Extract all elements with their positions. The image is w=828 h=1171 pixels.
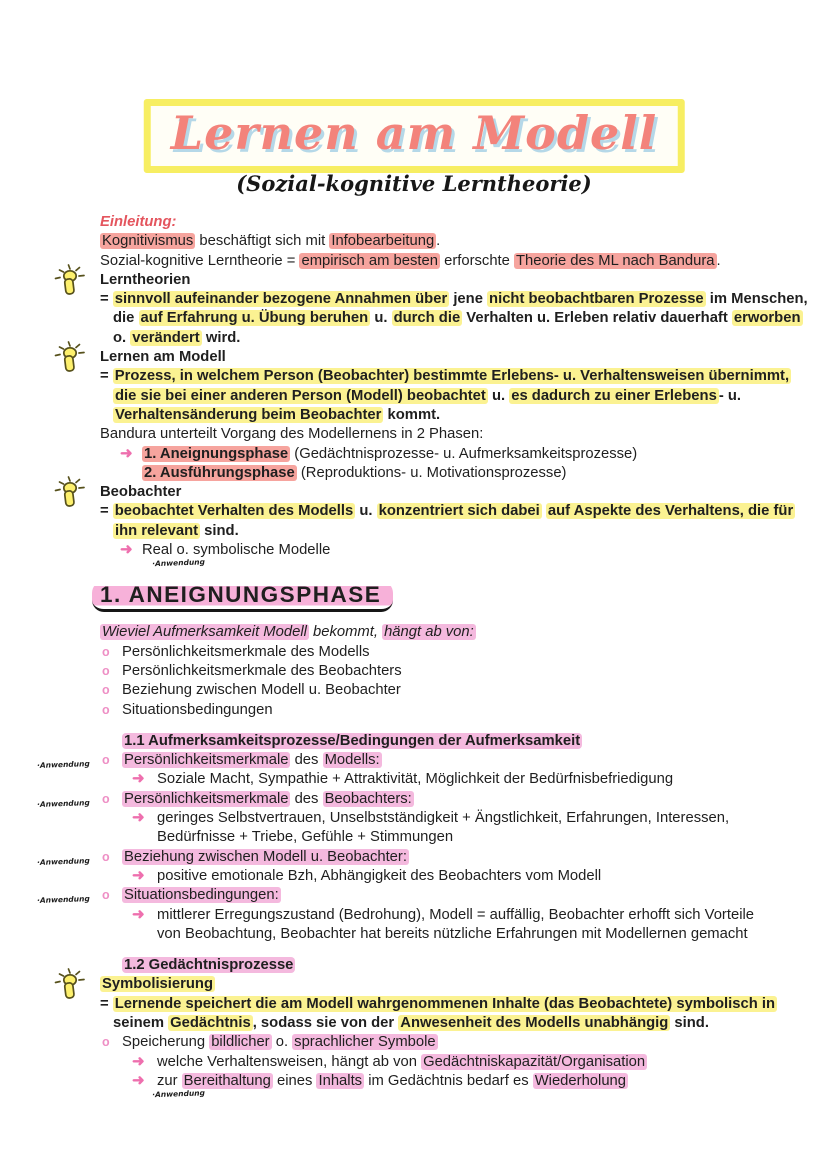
circle-bullet-icon: o bbox=[102, 702, 110, 717]
highlighted-text: beobachtet Verhalten des Modells bbox=[114, 503, 354, 520]
text-line bbox=[100, 662, 798, 681]
text-segment: jene bbox=[449, 291, 488, 308]
text-segment: von Beobachtung, Beobachter hat bereits nützliche Erfahrungen mit Modellernen gemacht bbox=[157, 925, 748, 942]
text-line bbox=[100, 925, 798, 944]
circle-bullet-icon: o bbox=[102, 888, 110, 903]
arrow-bullet-icon: ➜ bbox=[120, 541, 133, 559]
highlighted-text: Lernende speichert die am Modell wahrgenommenen Inhalte (das Beobachtete) symbolisch in bbox=[114, 995, 776, 1012]
highlighted-text: bildlicher bbox=[211, 1034, 270, 1051]
text-line bbox=[100, 232, 798, 251]
text-segment: (Reproduktions- u. Motivationsprozesse) bbox=[296, 464, 567, 481]
highlighted-text: 1.1 Aufmerksamkeitsprozesse/Bedingungen der Aufmerksamkeit bbox=[124, 732, 581, 749]
document-body bbox=[36, 213, 808, 1102]
circle-bullet-icon: o bbox=[102, 849, 110, 864]
highlighted-text: 1.2 Gedächtnisprozesse bbox=[124, 957, 294, 974]
circle-bullet-icon: o bbox=[102, 753, 110, 768]
lightbulb-icon bbox=[53, 341, 89, 377]
text-line bbox=[100, 522, 798, 541]
highlighted-text: Inhalts bbox=[318, 1072, 363, 1089]
text-line bbox=[100, 1053, 798, 1072]
text-line bbox=[100, 425, 798, 444]
arrow-bullet-icon: ➜ bbox=[132, 1052, 145, 1070]
highlighted-text: konzentriert sich dabei bbox=[378, 503, 540, 520]
text-segment: 1. ANEIGNUNGSPHASE bbox=[92, 581, 393, 612]
highlighted-text: Wieviel Aufmerksamkeit Modell bbox=[102, 624, 307, 641]
circle-bullet-icon: o bbox=[102, 791, 110, 806]
text-line bbox=[100, 406, 798, 425]
text-line bbox=[36, 886, 798, 906]
highlighted-text: Persönlichkeitsmerkmale bbox=[124, 752, 289, 769]
text-segment: Lernen am Modell bbox=[100, 349, 226, 366]
text-line bbox=[100, 906, 798, 925]
text-segment: seinem bbox=[113, 1014, 169, 1031]
text-line bbox=[100, 348, 798, 367]
circle-bullet-icon: o bbox=[102, 1035, 110, 1050]
text-segment: sind. bbox=[670, 1014, 709, 1031]
text-segment: Verhalten u. Erleben relativ dauerhaft bbox=[462, 310, 732, 327]
highlighted-text: Theorie des ML nach Bandura bbox=[516, 252, 715, 269]
text-segment: ·Anwendung bbox=[152, 1088, 206, 1100]
text-segment: o. bbox=[271, 1034, 293, 1051]
highlighted-text: sinnvoll aufeinander bezogene Annahmen über bbox=[114, 291, 448, 308]
text-segment: wird. bbox=[201, 329, 241, 346]
text-segment: Situationsbedingungen bbox=[122, 701, 273, 718]
text-segment: u. bbox=[370, 310, 392, 327]
circle-bullet-icon: o bbox=[102, 683, 110, 698]
text-line bbox=[100, 701, 798, 720]
text-line bbox=[100, 271, 798, 290]
text-segment: Beobachter bbox=[100, 484, 182, 501]
highlighted-text: es dadurch zu einer Erlebens bbox=[511, 387, 717, 404]
text-line bbox=[100, 213, 798, 232]
text-line bbox=[36, 848, 798, 867]
text-line bbox=[100, 387, 798, 406]
highlighted-text: auf Aspekte des Verhaltens, die für bbox=[547, 503, 794, 520]
circle-bullet-icon: o bbox=[102, 663, 110, 678]
text-segment: Persönlichkeitsmerkmale des Beobachters bbox=[122, 662, 402, 679]
text-segment: Bandura unterteilt Vorgang des Modellernens in 2 Phasen: bbox=[100, 426, 484, 443]
text-line bbox=[100, 623, 798, 642]
circle-bullet-icon: o bbox=[102, 644, 110, 659]
text-line bbox=[100, 681, 798, 700]
highlighted-text: Situationsbedingungen: bbox=[124, 887, 279, 904]
highlighted-text: durch die bbox=[393, 310, 461, 327]
text-segment: Soziale Macht, Sympathie + Attraktivität, Möglichkeit der Bedürfnisbefriedigung bbox=[157, 771, 674, 788]
arrow-bullet-icon: ➜ bbox=[120, 444, 133, 462]
arrow-bullet-icon: ➜ bbox=[132, 1071, 145, 1089]
highlighted-text: Gedächtnis bbox=[170, 1014, 251, 1031]
text-line bbox=[100, 329, 798, 348]
text-line bbox=[100, 252, 798, 271]
text-segment: Beziehung zwischen Modell u. Beobachter bbox=[122, 682, 401, 699]
highlighted-text: hängt ab von: bbox=[384, 624, 474, 641]
text-segment: im Gedächtnis bedarf es bbox=[364, 1072, 533, 1089]
highlighted-text: Gedächtniskapazität/Organisation bbox=[423, 1053, 646, 1070]
text-segment: = bbox=[100, 995, 113, 1012]
highlighted-text: sprachlicher Symbole bbox=[294, 1034, 436, 1051]
page-subtitle: (Sozial-kognitive Lerntheorie) bbox=[236, 171, 592, 196]
arrow-bullet-icon: ➜ bbox=[132, 905, 145, 923]
highlighted-text: empirisch am besten bbox=[301, 252, 438, 269]
lightbulb-icon bbox=[53, 264, 89, 300]
text-line bbox=[100, 367, 798, 386]
text-segment: zur bbox=[157, 1072, 182, 1089]
title-box bbox=[144, 99, 685, 173]
text-segment: die bbox=[113, 310, 139, 327]
highlighted-text: die sie bei einer anderen Person (Modell) beobachtet bbox=[115, 387, 486, 404]
highlighted-text: 2. Ausführungsphase bbox=[144, 464, 295, 481]
highlighted-text: Bereithaltung bbox=[183, 1072, 271, 1089]
text-segment: = bbox=[100, 368, 113, 385]
highlighted-text: Beobachters: bbox=[324, 790, 412, 807]
text-segment: welche Verhaltensweisen, hängt ab von bbox=[157, 1053, 422, 1070]
text-segment: bekommt, bbox=[308, 624, 383, 641]
arrow-bullet-icon: ➜ bbox=[132, 809, 145, 827]
text-segment: Speicherung bbox=[122, 1034, 210, 1051]
text-segment: . bbox=[436, 233, 441, 250]
highlighted-text: ihn relevant bbox=[115, 522, 199, 539]
lightbulb-icon bbox=[53, 476, 89, 512]
text-segment: , sodass sie von der bbox=[252, 1014, 399, 1031]
highlighted-text: erworben bbox=[733, 310, 801, 327]
text-segment: Sozial-kognitive Lerntheorie = bbox=[100, 252, 300, 269]
text-segment: geringes Selbstvertrauen, Unselbstständigkeit + Ängstlichkeit, Erfahrungen, Interessen, bbox=[157, 810, 730, 827]
text-segment: des bbox=[290, 790, 323, 807]
text-line bbox=[100, 290, 808, 309]
text-line bbox=[100, 770, 798, 789]
text-segment: Real o. symbolische Modelle bbox=[142, 542, 331, 559]
highlighted-text: 1. Aneignungsphase bbox=[144, 445, 289, 462]
text-segment: u. bbox=[355, 503, 377, 520]
section-heading bbox=[92, 581, 798, 615]
highlighted-text: nicht beobachtbaren Prozesse bbox=[489, 291, 704, 308]
highlighted-text: Infobearbeitung bbox=[331, 233, 435, 250]
text-line bbox=[100, 1014, 798, 1033]
highlighted-text: Prozess, in welchem Person (Beobachter) bestimmte Erlebens- u. Verhaltensweisen übernimmt, bbox=[114, 368, 790, 385]
text-line bbox=[100, 309, 801, 328]
text-line bbox=[100, 1033, 798, 1052]
arrow-bullet-icon: ➜ bbox=[132, 770, 145, 788]
page-title: Lernen am Modell bbox=[170, 106, 658, 160]
text-line bbox=[100, 995, 798, 1014]
arrow-bullet-icon: ➜ bbox=[132, 866, 145, 884]
text-segment: ·Anwendung bbox=[152, 557, 206, 569]
highlighted-text: Persönlichkeitsmerkmale bbox=[124, 790, 289, 807]
text-line bbox=[36, 751, 798, 771]
lightbulb-icon bbox=[53, 968, 89, 1004]
highlighted-text: Wiederholung bbox=[534, 1072, 627, 1089]
text-segment: = bbox=[100, 503, 113, 520]
text-segment: u. bbox=[487, 387, 510, 404]
text-line bbox=[100, 445, 798, 464]
text-line bbox=[100, 828, 798, 847]
highlighted-text: Kognitivismus bbox=[102, 233, 194, 250]
subsection-heading bbox=[100, 732, 798, 751]
margin-annotation: ·Anwendung bbox=[36, 894, 90, 906]
text-line bbox=[100, 867, 798, 886]
text-segment: (Gedächtnisprozesse- u. Aufmerksamkeitsprozesse) bbox=[290, 445, 638, 462]
margin-annotation: ·Anwendung bbox=[36, 759, 90, 771]
text-segment: Persönlichkeitsmerkmale des Modells bbox=[122, 643, 370, 660]
text-segment: mittlerer Erregungszustand (Bedrohung), Modell = auffällig, Beobachter erhofft sich Vorteile bbox=[157, 906, 755, 923]
highlighted-text: auf Erfahrung u. Übung beruhen bbox=[140, 310, 369, 327]
subsection-heading bbox=[100, 956, 798, 975]
text-line bbox=[36, 790, 798, 809]
highlighted-text: verändert bbox=[132, 329, 200, 346]
text-segment: - u. bbox=[718, 387, 742, 404]
text-segment: erforschte bbox=[440, 252, 515, 269]
text-segment: o. bbox=[113, 329, 131, 346]
text-segment: des bbox=[290, 752, 323, 769]
text-line bbox=[100, 975, 798, 994]
text-segment: beschäftigt sich mit bbox=[195, 233, 330, 250]
highlighted-text: Anwesenheit des Modells unabhängig bbox=[400, 1014, 669, 1031]
text-line bbox=[100, 483, 798, 502]
text-segment: Bedürfnisse + Triebe, Gefühle + Stimmungen bbox=[157, 829, 454, 846]
text-segment: = bbox=[100, 291, 113, 308]
margin-annotation: ·Anwendung bbox=[36, 855, 90, 867]
highlighted-text: Symbolisierung bbox=[102, 976, 213, 993]
text-segment: positive emotionale Bzh, Abhängigkeit des Beobachters vom Modell bbox=[157, 867, 602, 884]
highlighted-text: Beziehung zwischen Modell u. Beobachter: bbox=[124, 848, 407, 865]
margin-annotation: ·Anwendung bbox=[36, 797, 90, 809]
text-segment: eines bbox=[272, 1072, 317, 1089]
text-segment: . bbox=[716, 252, 721, 269]
text-line bbox=[100, 643, 798, 662]
text-segment: im Menschen, bbox=[705, 291, 808, 308]
text-line bbox=[100, 502, 798, 521]
text-line bbox=[100, 464, 798, 483]
text-segment: kommt. bbox=[383, 406, 441, 423]
highlighted-text: Modells: bbox=[324, 752, 380, 769]
text-segment: Einleitung: bbox=[100, 214, 177, 230]
text-segment: sind. bbox=[200, 522, 239, 539]
text-segment: Lerntheorien bbox=[100, 271, 191, 288]
highlighted-text: Verhaltensänderung beim Beobachter bbox=[115, 406, 382, 423]
text-line bbox=[100, 809, 798, 828]
